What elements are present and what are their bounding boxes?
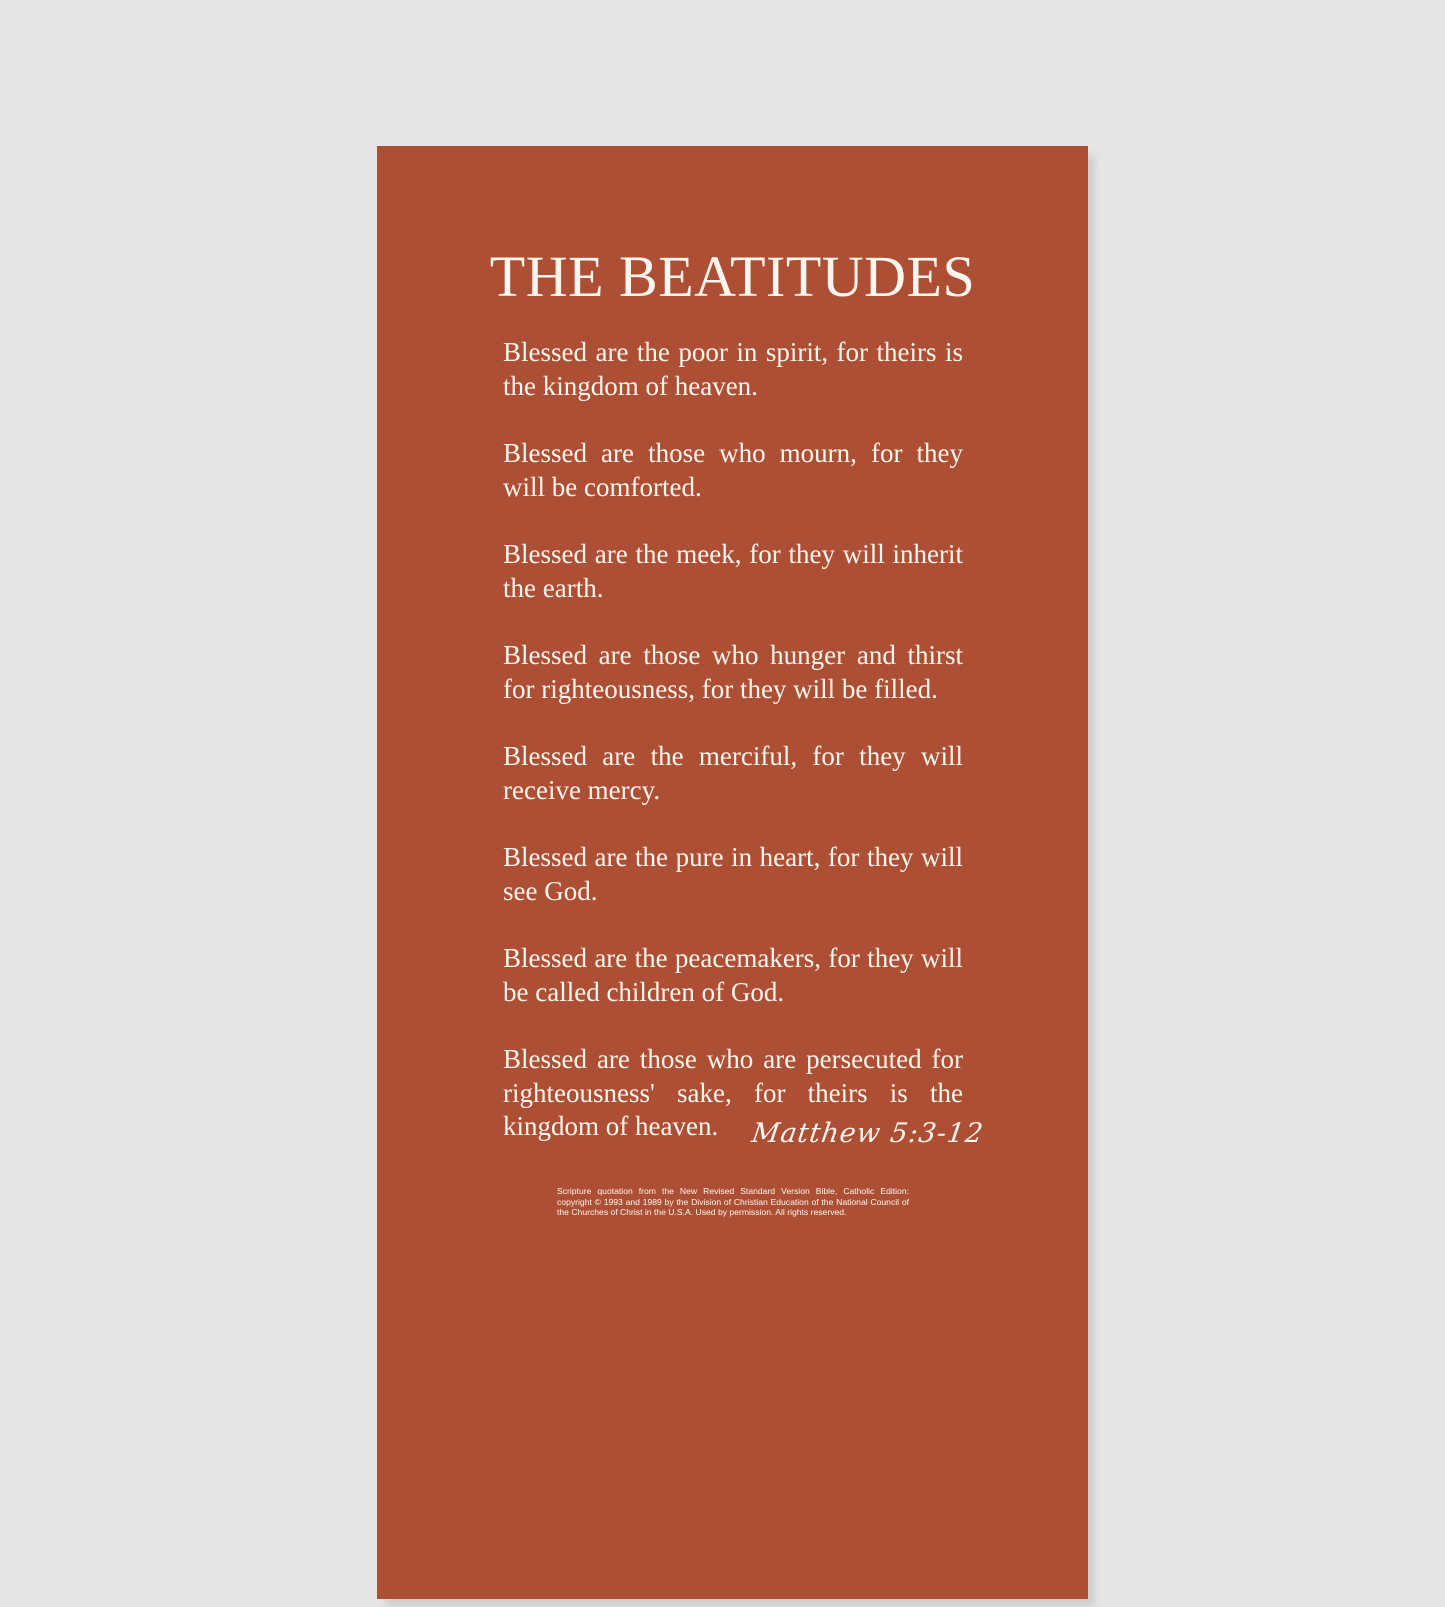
- beatitudes-poster: [377, 146, 1088, 1599]
- verse-item: Blessed are the peacemakers, for they will be called children of God.: [503, 943, 963, 1007]
- scripture-reference: Matthew 5:3-12: [749, 1118, 986, 1149]
- verse-item: Blessed are those who mourn, for they will be comforted.: [503, 438, 963, 502]
- verse-list: [503, 336, 963, 1144]
- verse-item: Blessed are the merciful, for they will receive mercy.: [503, 741, 963, 805]
- copyright-notice: Scripture quotation from the New Revised Standard Version Bible, Catholic Edition: copyright © 1993 and 1989 by the Division of Christian Education of the National Council of the Churches of Christ in the U.S.A. Used by permission. All rights reserved.: [557, 1186, 909, 1218]
- verse-item: Blessed are the meek, for they will inherit the earth.: [503, 539, 963, 603]
- verse-item: Blessed are the pure in heart, for they will see God.: [503, 842, 963, 906]
- verse-item: Blessed are the poor in spirit, for theirs is the kingdom of heaven.: [503, 337, 963, 401]
- poster-title: THE BEATITUDES: [489, 244, 976, 309]
- verse-item: Blessed are those who are persecuted for righteousness' sake, for theirs is the kingdom of heaven.: [503, 1044, 963, 1141]
- verse-item: Blessed are those who hunger and thirst for righteousness, for they will be filled.: [503, 640, 963, 704]
